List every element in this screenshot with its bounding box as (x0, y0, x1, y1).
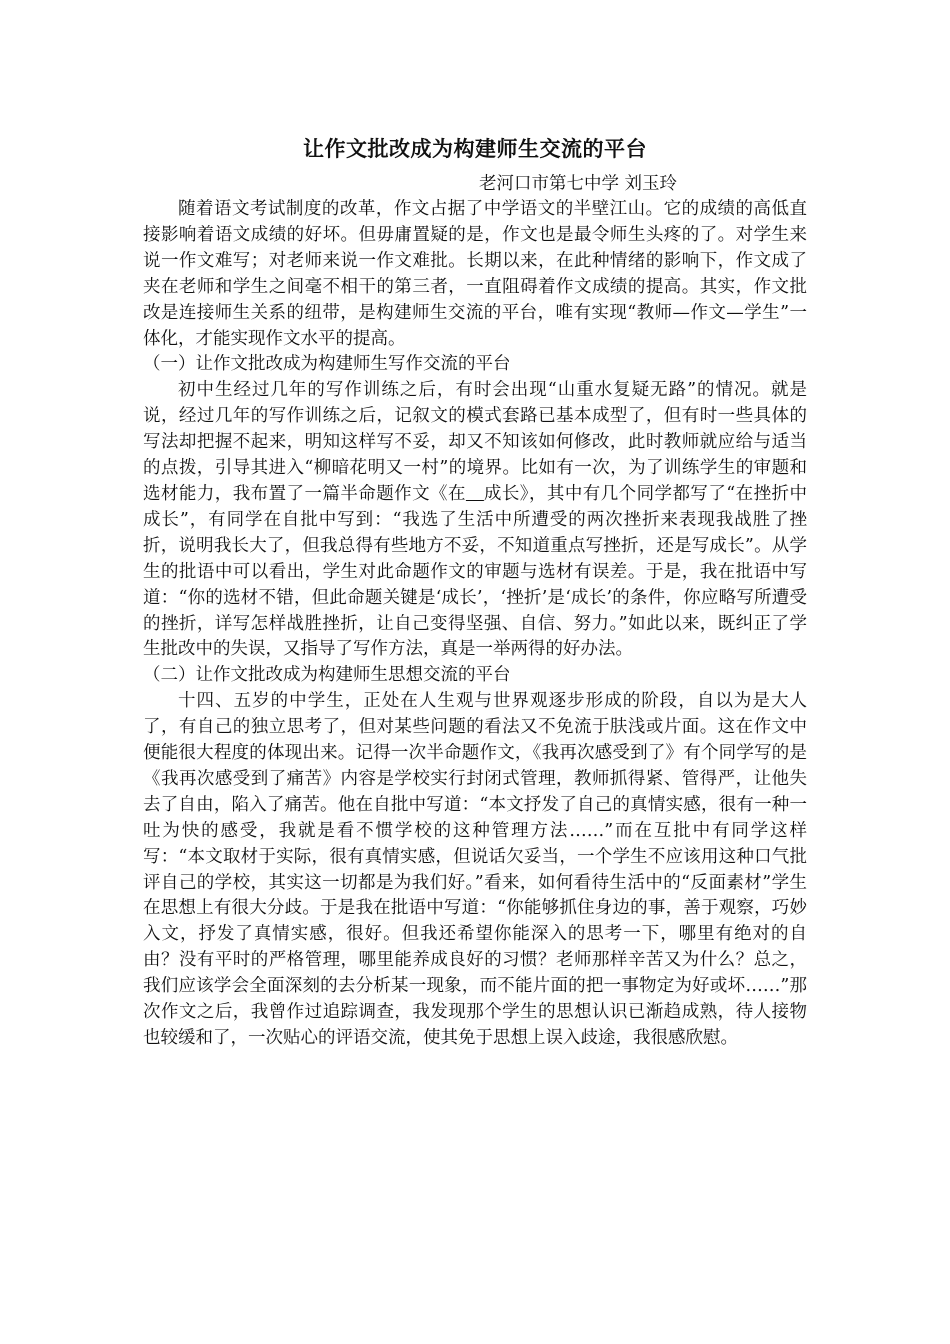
intro-paragraph: 随着语文考试制度的改革，作文占据了中学语文的半壁江山。它的成绩的高低直接影响着语文成绩的好坏。但毋庸置疑的是，作文也是最令师生头疼的了。对学生来说一作文难写；对老师来说一作文难批。长期以来，在此种情绪的影响下，作文成了夹在老师和学生之间毫不相干的第三者，一直阻碍着作文成绩的提高。其实，作文批改是连接师生关系的纽带，是构建师生交流的平台，唯有实现“教师—作文—学生”一体化，才能实现作文水平的提高。 (143, 199, 807, 349)
section-2-paragraph: 十四、五岁的中学生，正处在人生观与世界观逐步形成的阶段，自以为是大人了，有自己的独立思考了，但对某些问题的看法又不免流于肤浅或片面。这在作文中便能很大程度的体现出来。记得一次半命题作文，《我再次感受到了》有个同学写的是《我再次感受到了痛苦》内容是学校实行封闭式管理，教师抓得紧、管得严，让他失去了自由，陷入了痛苦。他在自批中写道：“本文抒发了自己的真情实感，很有一种一吐为快的感受，我就是看不惯学校的这种管理方法……”而在互批中有同学这样写：“本文取材于实际，很有真情实感，但说话欠妥当，一个学生不应该用这种口气批评自己的学校，其实这一切都是为我们好。”看来，如何看待生活中的“反面素材”学生在思想上有很大分歧。于是我在批语中写道：“你能够抓住身边的事，善于观察，巧妙入文，抒发了真情实感，很好。但我还希望你能深入的思考一下，哪里有绝对的自由？没有平时的严格管理，哪里能养成良好的习惯？老师那样辛苦又为什么？总之，我们应该学会全面深刻的去分析某一现象，而不能片面的把一事物定为好或坏……”那次作文之后，我曾作过追踪调查，我发现那个学生的思想认识已渐趋成熟，待人接物也较缓和了，一次贴心的评语交流，使其免于思想上误入歧途，我很感欣慰。 (143, 691, 807, 1048)
section-1-paragraph (143, 378, 807, 663)
section-2-heading: （二）让作文批改成为构建师生思想交流的平台 (143, 665, 511, 686)
document-page (143, 134, 807, 1052)
document-title: 让作文批改成为构建师生交流的平台 (303, 137, 647, 161)
section-1-text-part1: 初中生经过几年的写作训练之后，有时会出现“山重水复疑无路”的情况。就是说，经过几年的写作训练之后，记叙文的模式套路已基本成型了，但有时一些具体的写法却把握不起来，明知这样写不妥，却又不知该如何修改，此时教师就应给与适当的点拨，引导其进入“柳暗花明又一村”的境界。比如有一次，为了训练学生的审题和选材能力，我布置了一篇半命题作文《在 (143, 380, 807, 504)
author-line: 老河口市第七中学 刘玉玲 (479, 174, 678, 194)
fill-in-blank (466, 484, 484, 504)
section-1-text-part2: 成长》，其中有几个同学都写了“在挫折中成长”，有同学在自批中写到：“我选了生活中所遭受的两次挫折来表现我战胜了挫折，说明我长大了，但我总得有些地方不妥，不知道重点写挫折，还是写成长”。从学生的批语中可以看出，学生对此命题作文的审题与选材有误差。于是，我在批语中写道：“你的选材不错，但此命题关键是‘成长’，‘挫折’是‘成长’的条件，你应略写所遭受的挫折，详写怎样战胜挫折，让自己变得坚强、自信、努力。”如此以来，既纠正了学生批改中的失误，又指导了写作方法，真是一举两得的好办法。 (143, 483, 807, 660)
section-1-heading: （一）让作文批改成为构建师生写作交流的平台 (143, 354, 511, 375)
